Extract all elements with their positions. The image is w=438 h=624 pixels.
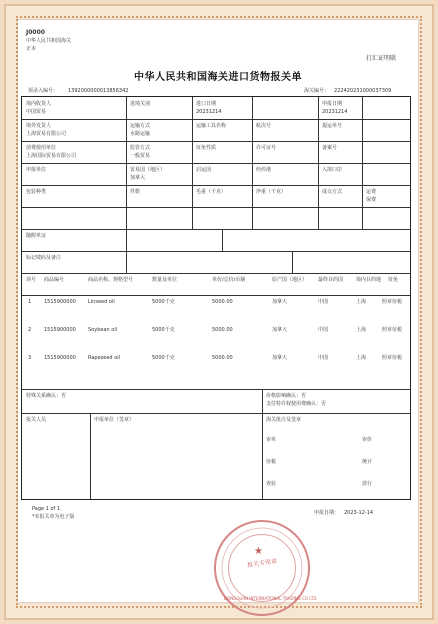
field-origin-country-label: 启运国 [196, 167, 212, 173]
field-freight-label: 运费 [366, 189, 377, 195]
goods-col-dest: 最终目的国 [318, 277, 344, 283]
customs-number: 222420231000037309 [334, 88, 392, 94]
goods-row3-name: Rapeseed oil [88, 355, 121, 361]
field-transport-label: 运输方式 [130, 123, 151, 129]
field-net-label: 净重（千克） [256, 189, 287, 195]
goods-col-price: 单价/总价/币制 [212, 277, 246, 283]
goods-row2-qty: 5000千克 [152, 327, 175, 333]
goods-row3-no: 3 [28, 355, 32, 361]
goods-row2-levy: 照章征税 [382, 327, 403, 333]
goods-row3-qty: 5000千克 [152, 355, 175, 361]
field-license-label: 许可证号 [256, 145, 277, 151]
goods-row1-levy: 照章征税 [382, 299, 403, 305]
goods-row3-price: 5000.00 [212, 355, 233, 361]
goods-row2-place: 上海 [356, 327, 367, 333]
seal-center-text: 报关专用章 [246, 557, 278, 570]
field-trade-country-label: 贸易国（地区） [130, 167, 166, 173]
goods-row3-levy: 照章征税 [382, 355, 403, 361]
copy-label: 正本 [26, 46, 37, 52]
field-consignee-label: 境内收货人 [26, 101, 52, 107]
field-declare-date-value: 20231214 [322, 109, 348, 115]
tax-label: 征税 [266, 459, 277, 465]
goods-row2-no: 2 [28, 327, 32, 333]
footer-page: Page 1 of 1 [32, 506, 61, 512]
customs-remark-label: 海关批注及签章 [266, 417, 302, 423]
field-user-value: 上海国际贸易有限公司 [26, 153, 77, 159]
prerecord-label: 预录入编号： [28, 88, 59, 94]
goods-col-levy: 征免 [388, 277, 399, 283]
review-label: 审单 [266, 437, 277, 443]
special-relation: 特殊关系确认：否 [26, 393, 67, 399]
goods-row2-name: Soybean oil [88, 327, 118, 333]
goods-row3-place: 上海 [356, 355, 367, 361]
field-docs-label: 随附单证 [26, 233, 47, 239]
goods-row1-name: Linseed oil [88, 299, 115, 305]
footer-note: *本报关单为电子版 [32, 514, 75, 520]
footer-date: 2023-12-14 [344, 510, 374, 516]
price-impact: 价格影响确认：否 [266, 393, 307, 399]
field-voyage-label: 航次号 [256, 123, 272, 129]
prerecord-number: 1392000000013856342 [68, 88, 129, 94]
field-bl-label: 提运单号 [322, 123, 343, 129]
goods-row1-no: 1 [28, 299, 32, 305]
goods-row1-dest: 中国 [318, 299, 329, 305]
check-label: 查验 [266, 481, 277, 487]
field-insurance-label: 保费 [366, 197, 377, 203]
field-shipper-label: 境外发货人 [26, 123, 52, 129]
field-marks-label: 标记唛码及备注 [26, 255, 62, 261]
field-consignee-value: 中国贸易 [26, 109, 47, 115]
field-supervision-value: 一般贸易 [130, 153, 151, 159]
stamp-label: 打汇证明联 [366, 55, 397, 62]
customs-no-label: 海关编号： [304, 88, 330, 94]
footer-date-label: 申报日期： [314, 510, 340, 516]
field-import-date-label: 进口日期 [196, 101, 217, 107]
field-vessel-label: 运输工具名称 [196, 123, 227, 129]
page-title: 中华人民共和国海关进口货物报关单 [134, 72, 302, 83]
goods-row1-place: 上海 [356, 299, 367, 305]
goods-col-no: 项号 [26, 277, 37, 283]
field-user-label: 消费使用单位 [26, 145, 57, 151]
goods-col-name: 商品名称、规格型号 [88, 277, 134, 283]
field-transit-port-label: 经停港 [256, 167, 272, 173]
goods-row1-orig: 加拿大 [272, 299, 288, 305]
goods-row1-code: 1515900000 [44, 299, 76, 305]
goods-col-orig: 原产国（地区） [272, 277, 308, 283]
goods-row3-dest: 中国 [318, 355, 329, 361]
field-deal-label: 成交方式 [322, 189, 343, 195]
field-port-label: 进境关别 [130, 101, 151, 107]
declare-unit-label: 申报单位（签章） [94, 417, 135, 423]
goods-row2-code: 1515900000 [44, 327, 76, 333]
goods-row2-dest: 中国 [318, 327, 329, 333]
field-pieces-label: 件数 [130, 189, 141, 195]
goods-row3-orig: 加拿大 [272, 355, 288, 361]
field-trade-country-value: 加拿大 [130, 175, 146, 181]
goods-row1-qty: 5000千克 [152, 299, 175, 305]
company-seal [214, 520, 317, 616]
goods-row3-code: 1515900000 [44, 355, 76, 361]
field-declarer-label: 申报单位 [26, 167, 47, 173]
goods-col-place: 境内目的地 [356, 277, 382, 283]
form-code: J0000 [26, 29, 45, 36]
field-levy-nature-label: 征免性质 [196, 145, 217, 151]
field-record-label: 备案号 [322, 145, 338, 151]
field-import-date-value: 20231214 [196, 109, 222, 115]
goods-row2-price: 5000.00 [212, 327, 233, 333]
declaration-grid [21, 96, 411, 500]
header-line2: 中华人民共和国海关 [26, 38, 72, 44]
goods-row2-orig: 加拿大 [272, 327, 288, 333]
customs-declaration-form [18, 20, 418, 602]
seal-star-icon: ★ [254, 546, 263, 557]
field-gross-label: 毛重（千克） [196, 189, 227, 195]
field-package-label: 包装种类 [26, 189, 47, 195]
goods-col-code: 商品编号 [44, 277, 65, 283]
field-entry-port-label: 入境口岸 [322, 167, 343, 173]
goods-row1-price: 5000.00 [212, 299, 233, 305]
field-declare-date-label: 申报日期 [322, 101, 343, 107]
price-check-label: 审价 [362, 437, 373, 443]
seal-outer-text: DONGGUAN INTERNATIONAL TRADING CO LTD [224, 596, 317, 601]
field-shipper-value: 上海贸易有限公司 [26, 131, 67, 137]
field-supervision-label: 监管方式 [130, 145, 151, 151]
release-label: 放行 [362, 481, 373, 487]
goods-col-qty: 数量及单位 [152, 277, 178, 283]
stats-label: 统计 [362, 459, 373, 465]
royalty-confirm: 支付特许权使用费确认：否 [266, 401, 327, 407]
declarant-label: 报关人员 [26, 417, 47, 423]
field-transport-value: 水路运输 [130, 131, 151, 137]
